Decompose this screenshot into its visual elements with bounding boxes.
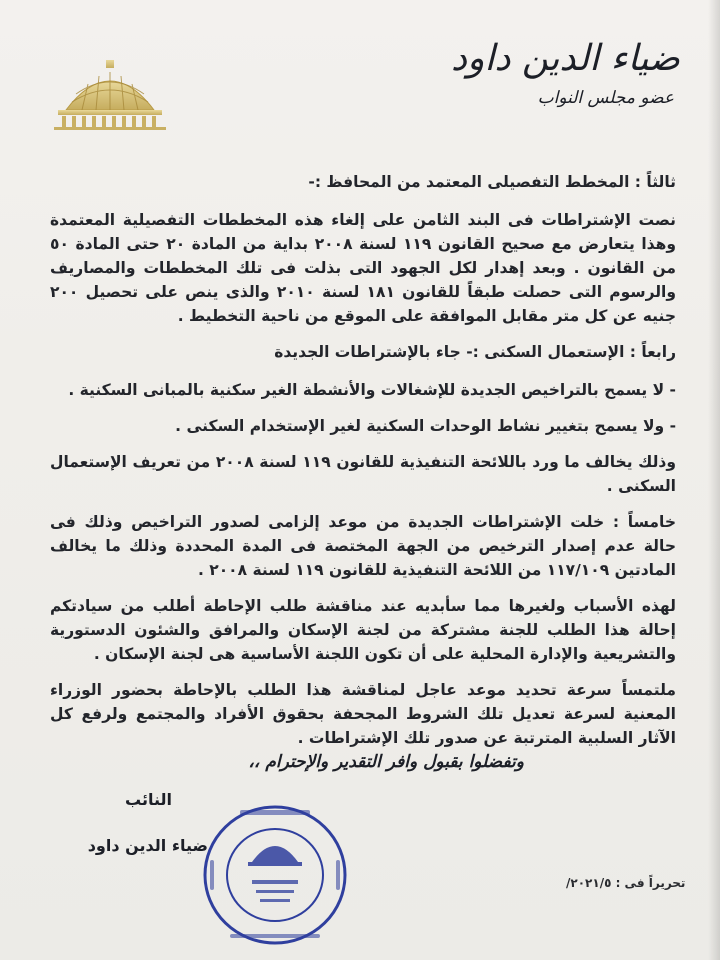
closing-line: وتفضلوا بقبول وافر التقدير والإحترام ،، <box>248 752 524 772</box>
request-paragraph: لهذه الأسباب ولغيرها مما سأبديه عند مناقشة طلب الإحاطة أطلب من سيادتكم إحالة هذا الطلب للجنة مشتركة من لجنة الإسكان والمرافق والشئون الدستورية والتشريعية والإدارة المحلية على أن تكون اللجنة الأساسية هى لجنة الإسكان . <box>50 597 676 663</box>
date-label: تحريراً فى : ٢٠٢١/٥/ <box>566 876 686 890</box>
signature-name: ضياء الدين داود <box>87 836 208 855</box>
section-third-heading: ثالثاً : المخطط التفصيلى المعتمد من المحافظ :- <box>308 173 676 191</box>
parliament-dome-icon <box>52 58 168 130</box>
author-title: عضو مجلس النواب <box>537 88 674 108</box>
official-seal-icon <box>200 800 350 950</box>
author-name: ضياء الدين داود <box>451 38 680 79</box>
page-edge-shadow <box>708 0 720 960</box>
appeal-paragraph: ملتمساً سرعة تحديد موعد عاجل لمناقشة هذا الطلب بالإحاطة بحضور الوزراء المعنية لسرعة تعديل تلك الشروط المجحفة بحقوق الأفراد والمجتمع ولرفع كل الآثار السلبية المترتبة عن صدور تلك الإشتراطات . <box>50 681 676 747</box>
section-fourth-bullet: - ولا يسمح بتغيير نشاط الوحدات السكنية لغير الإستخدام السكنى . <box>175 417 676 435</box>
section-fourth-paragraph: وذلك يخالف ما ورد باللائحة التنفيذية للقانون ١١٩ لسنة ٢٠٠٨ من تعريف الإستعمال السكنى . <box>50 453 677 495</box>
signature-role: النائب <box>125 790 172 809</box>
section-fifth-paragraph: خامساً : خلت الإشتراطات الجديدة من موعد إلزامى لصدور التراخيص وذلك فى حالة عدم إصدار الترخيص من الجهة المختصة فى المدة المحددة وذلك ما يخالف المادتين ١١٧/١٠٩ من اللائحة التنفيذية للقانون ١١٩ لسنة ٢٠٠٨ . <box>50 513 676 579</box>
section-fourth-heading: رابعاً : الإستعمال السكنى :- جاء بالإشتراطات الجديدة <box>274 343 676 361</box>
section-fourth-bullet: - لا يسمح بالتراخيص الجديدة للإشغالات والأنشطة الغير سكنية بالمبانى السكنية . <box>68 381 676 399</box>
letter-body <box>50 170 676 762</box>
section-third-paragraph: نصت الإشتراطات فى البند الثامن على إلغاء هذه المخططات التفصيلية المعتمدة وهذا يتعارض مع صحيح القانون ١١٩ لسنة ٢٠٠٨ بداية من المادة ٢٠ حتى المادة ٥٠ من القانون . وبعد إهدار لكل الجهود التى بذلت فى تلك المخططات والمصاريف والرسوم التى حصلت طبقاً للقانون ١٨١ لسنة ٢٠١٠ والذى ينص على تحصيل ٢٠٠ جنيه عن كل متر مقابل الموافقة على الموقع من ناحية التخطيط . <box>50 211 676 325</box>
